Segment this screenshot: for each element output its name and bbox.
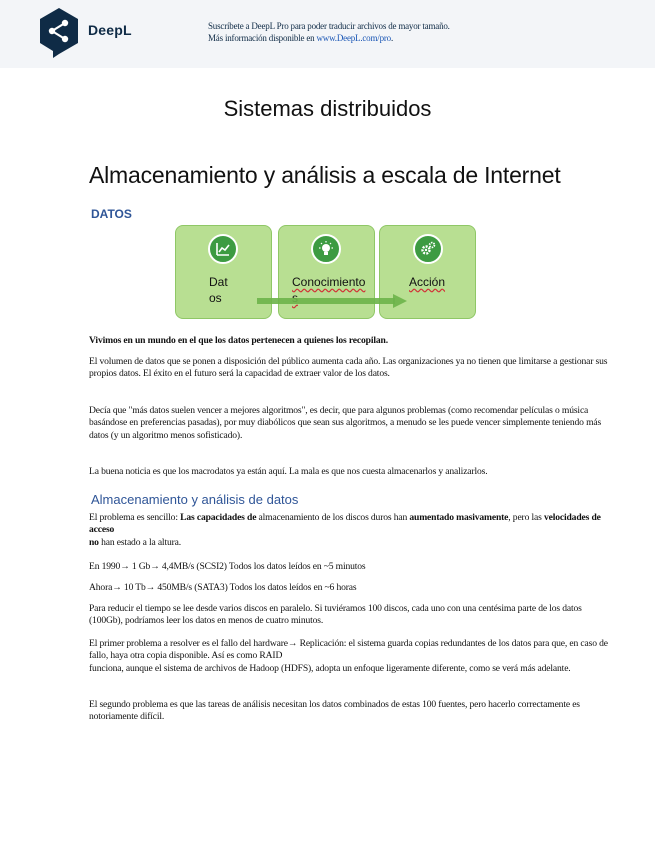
deepl-banner <box>0 0 655 68</box>
paragraph-7: Ahora→ 10 Tb→ 450MB/s (SATA3) Todos los datos leídos en ~6 horas <box>89 582 357 593</box>
p5-bold-velocidades: velocidades de acceso <box>89 512 601 536</box>
deepl-pro-link[interactable]: www.DeepL.com/pro <box>316 33 391 43</box>
paragraph-5 <box>89 512 617 549</box>
p5-bold-no: no <box>89 536 99 548</box>
deepl-logo-icon[interactable] <box>38 7 80 59</box>
paragraph-10: El segundo problema es que las tareas de análisis necesitan los datos combinados de estas 100 fuentes, pero hacerlo correctamente es notoriamente difícil. <box>89 699 580 723</box>
paragraph-9 <box>89 638 617 675</box>
diagram-label-datos: Datos <box>209 275 228 305</box>
p5-text-e: , pero las <box>508 512 544 523</box>
paragraph-8: Para reducir el tiempo se lee desde varios discos en paralelo. Si tuviéramos 100 discos, cada uno con una centésima parte de los datos (100Gb), podríamos leer los datos en menos de cuatro minutos. <box>89 603 582 627</box>
paragraph-1: Vivimos en un mundo en el que los datos pertenecen a quienes los recopilan. <box>89 335 388 346</box>
paragraph-4: La buena noticia es que los macrodatos ya están aquí. La mala es que nos cuesta almacenarlos y analizarlos. <box>89 466 488 477</box>
p5-text-c: almacenamiento de los discos duros han <box>256 512 410 523</box>
promo-line-2 <box>208 32 450 44</box>
pro-promo-text <box>208 20 450 44</box>
diagram-label-conocimientos: Conocimiento <box>292 275 366 289</box>
p5-text-h: han estado a la altura. <box>98 536 182 548</box>
promo-line-1: Suscríbete a DeepL Pro para poder traducir archivos de mayor tamaño. <box>208 21 450 31</box>
flow-arrow <box>257 294 407 308</box>
section-heading-datos: DATOS <box>91 207 132 221</box>
paragraph-6: En 1990→ 1 Gb→ 4,4MB/s (SCSI2) Todos los datos leídos en ~5 minutos <box>89 561 366 572</box>
document-title: Sistemas distribuidos <box>223 96 432 121</box>
gears-icon <box>413 234 443 264</box>
p5-text-a: El problema es sencillo: <box>89 512 181 523</box>
paragraph-3: Decía que "más datos suelen vencer a mejores algoritmos", es decir, que para algunos problemas (como recomendar películas o música basándose en preferencias pasadas), por muy diabólicos que sean sus algoritmos, a menudo se les puede vencer simplemente teniendo más datos (y un algoritmo menos sofisticado). <box>89 405 602 441</box>
chart-icon <box>208 234 238 264</box>
main-heading: Almacenamiento y análisis a escala de Internet <box>89 162 561 188</box>
paragraph-9-part-2: funciona, aunque el sistema de archivos de Hadoop (HDFS), adopta un enfoque ligeramente diferente, como se verá más adelante. <box>89 662 571 674</box>
promo-prefix: Más información disponible en <box>208 33 317 43</box>
diagram-label-accion: Acción <box>409 275 446 289</box>
paragraph-2: El volumen de datos que se ponen a disposición del público aumenta cada año. Las organizaciones ya no tienen que limitarse a gestionar sus propios datos. El éxito en el futuro será la capacidad de extraer valor de los datos. <box>89 356 608 380</box>
paragraph-intro <box>89 335 617 347</box>
lightbulb-icon <box>311 234 341 264</box>
section-heading-almacenamiento: Almacenamiento y análisis de datos <box>91 492 299 507</box>
deepl-logo-text[interactable]: DeepL <box>88 22 132 38</box>
p5-bold-aumentado: aumentado masivamente <box>409 512 509 523</box>
p5-bold-capacidades: Las capacidades de <box>180 512 257 523</box>
paragraph-9-part-1: El primer problema a resolver es el fallo del hardware→ Replicación: el sistema guarda copias redundantes de los datos para que, en caso de fallo, haya otra copia disponible. Así es como RAID <box>89 638 608 662</box>
data-knowledge-action-diagram <box>175 225 480 323</box>
promo-suffix: . <box>390 33 394 43</box>
